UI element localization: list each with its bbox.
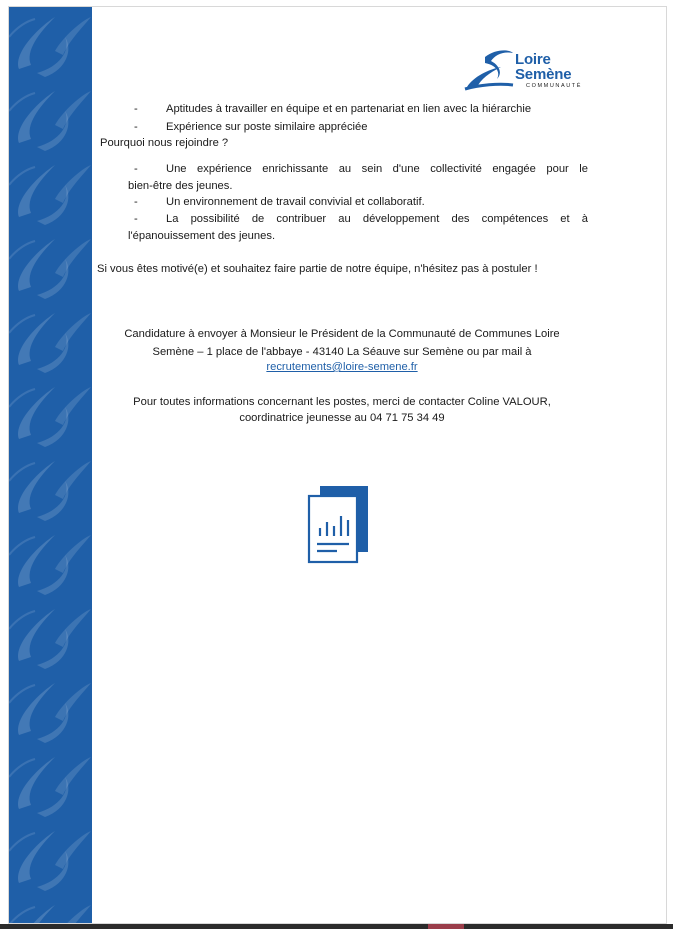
list-item: Expérience sur poste similaire appréciée xyxy=(166,121,368,133)
logo-text-line2: Semène xyxy=(515,66,572,83)
list-item: Aptitudes à travailler en équipe et en partenariat en lien avec la hiérarchie xyxy=(166,103,532,115)
list-item-line: l'épanouissement des jeunes. xyxy=(128,230,276,242)
application-line1: Candidature à envoyer à Monsieur le Président de la Communauté de Communes Loire xyxy=(124,328,560,340)
section-heading: Pourquoi nous rejoindre ? xyxy=(100,137,229,149)
taskbar-tab[interactable] xyxy=(428,924,464,929)
logo-mark-icon xyxy=(463,47,515,91)
list-bullet: - xyxy=(134,103,138,115)
list-item-line: Une expérience enrichissante au sein d'une collectivité engagée pour le xyxy=(166,163,588,175)
application-line2: Semène – 1 place de l'abbaye - 43140 La Séauve sur Semène ou par mail à xyxy=(152,346,532,358)
email-link[interactable]: recrutements@loire-semene.fr xyxy=(266,361,418,373)
application-email-row xyxy=(94,360,590,374)
bottom-taskbar-strip xyxy=(0,924,673,929)
document-page xyxy=(8,6,667,924)
call-to-action: Si vous êtes motivé(e) et souhaitez faire partie de notre équipe, n'hésitez pas à postuler ! xyxy=(97,263,538,275)
side-band-pattern xyxy=(9,7,92,924)
list-item-line: La possibilité de contribuer au développement des compétences et à xyxy=(166,213,588,225)
loire-semene-logo xyxy=(463,45,593,95)
list-bullet: - xyxy=(134,213,138,225)
list-bullet: - xyxy=(134,163,138,175)
list-bullet: - xyxy=(134,121,138,133)
contact-line2: coordinatrice jeunesse au 04 71 75 34 49 xyxy=(239,412,445,424)
list-item: Un environnement de travail convivial et collaboratif. xyxy=(166,196,425,208)
list-bullet: - xyxy=(134,196,138,208)
logo-subtitle: COMMUNAUTÉ xyxy=(526,83,583,89)
contact-line1: Pour toutes informations concernant les postes, merci de contacter Coline VALOUR, xyxy=(133,396,551,408)
decorative-side-band xyxy=(9,7,92,923)
document-chart-icon xyxy=(307,484,371,566)
logo-text-line1: Loire xyxy=(515,51,551,68)
list-item-line: bien-être des jeunes. xyxy=(128,180,233,192)
